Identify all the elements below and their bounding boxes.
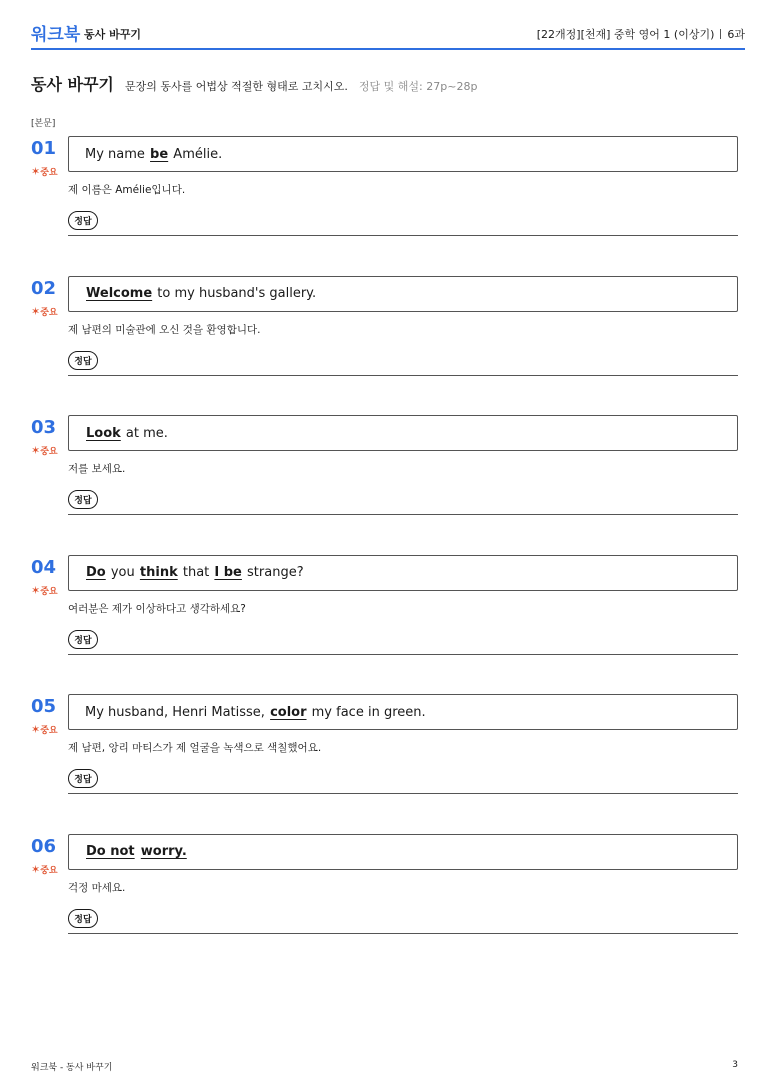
translation-text: 제 남편, 앙리 마티스가 제 얼굴을 녹색으로 색칠했어요. bbox=[68, 742, 322, 754]
question-item bbox=[31, 694, 738, 796]
translation-text: 저를 보세요. bbox=[68, 463, 126, 475]
target-verb: Look bbox=[86, 425, 121, 441]
title-row bbox=[31, 72, 745, 96]
sentence-text bbox=[85, 705, 426, 720]
target-verb: Do not bbox=[86, 844, 135, 859]
target-verb: worry. bbox=[140, 844, 187, 859]
burst-icon: ✶ bbox=[31, 723, 41, 736]
badge-label: 중요 bbox=[40, 726, 58, 736]
sentence-segment: at me. bbox=[121, 425, 168, 441]
book-info bbox=[537, 26, 745, 42]
sentence-segment: that bbox=[178, 565, 214, 580]
answer-button[interactable]: 정답 bbox=[68, 909, 98, 928]
book-title: [22개정][천재] 중학 영어 1 (이상기) bbox=[536, 28, 715, 41]
sentence-segment: my face in green. bbox=[307, 704, 426, 720]
footer-title: 워크북 - 동사 바꾸기 bbox=[31, 1063, 113, 1073]
badge-label: 중요 bbox=[40, 586, 58, 597]
question-item bbox=[31, 415, 738, 517]
translation-text: 제 남편의 미술관에 오신 것을 환영합니다. bbox=[68, 323, 261, 336]
translation-text: 여러분은 제가 이상하다고 생각하세요? bbox=[68, 602, 246, 615]
badge-label: 중요 bbox=[40, 168, 58, 178]
answer-reference: 정답 및 해설: 27p~28p bbox=[358, 80, 478, 93]
sentence-segment: Amélie. bbox=[169, 146, 223, 162]
sentence-text bbox=[85, 426, 168, 441]
page-title: 동사 바꾸기 bbox=[31, 75, 114, 94]
header-divider bbox=[720, 29, 721, 39]
target-verb: be bbox=[150, 146, 169, 162]
answer-line bbox=[68, 933, 738, 934]
burst-icon: ✶ bbox=[31, 165, 41, 178]
important-badge bbox=[31, 584, 58, 597]
answer-line bbox=[68, 235, 738, 236]
question-number: 03 bbox=[31, 417, 57, 438]
lesson-label: 6과 bbox=[727, 28, 745, 41]
question-item bbox=[31, 136, 738, 238]
question-item bbox=[31, 276, 738, 378]
important-badge bbox=[31, 444, 58, 457]
sentence-segment: strange? bbox=[242, 565, 304, 580]
answer-button[interactable]: 정답 bbox=[68, 351, 98, 370]
answer-line bbox=[68, 793, 738, 794]
important-badge bbox=[31, 863, 58, 876]
question-number: 05 bbox=[31, 696, 57, 717]
question-item bbox=[31, 555, 738, 657]
translation-text: 걱정 마세요. bbox=[68, 881, 126, 894]
target-verb: Do bbox=[86, 565, 106, 580]
burst-icon: ✶ bbox=[31, 862, 41, 876]
sentence-segment: My husband, Henri Matisse, bbox=[85, 704, 270, 720]
question-number: 01 bbox=[31, 138, 57, 159]
instruction-text: 문장의 동사를 어법상 적절한 형태로 고치시오. bbox=[124, 80, 348, 93]
answer-button[interactable]: 정답 bbox=[68, 490, 98, 509]
brand-title: 워크북 bbox=[31, 25, 81, 45]
sentence-text bbox=[85, 286, 316, 301]
important-badge bbox=[31, 305, 58, 318]
sentence-text bbox=[85, 147, 222, 162]
section-label: [본문] bbox=[31, 119, 56, 129]
sentence-box bbox=[68, 415, 738, 451]
sentence-segment bbox=[136, 844, 140, 859]
answer-line bbox=[68, 375, 738, 376]
target-verb: color bbox=[270, 704, 307, 720]
question-number: 04 bbox=[31, 556, 57, 578]
important-badge bbox=[31, 165, 58, 178]
sentence-segment: My name bbox=[85, 146, 150, 162]
badge-label: 중요 bbox=[40, 447, 58, 457]
sentence-text bbox=[85, 844, 188, 859]
answer-line bbox=[68, 654, 738, 655]
question-number: 02 bbox=[31, 277, 57, 299]
sentence-segment: you bbox=[106, 565, 139, 580]
answer-button[interactable]: 정답 bbox=[68, 211, 98, 230]
target-verb: I be bbox=[214, 565, 242, 580]
sentence-box bbox=[68, 694, 738, 730]
answer-button[interactable]: 정답 bbox=[68, 769, 98, 788]
sentence-text bbox=[85, 565, 304, 580]
sentence-box bbox=[68, 555, 738, 591]
sentence-box bbox=[68, 834, 738, 870]
badge-label: 중요 bbox=[40, 865, 58, 876]
target-verb: think bbox=[139, 565, 178, 580]
sentence-segment: to my husband's gallery. bbox=[153, 286, 317, 301]
badge-label: 중요 bbox=[40, 307, 58, 318]
target-verb: Welcome bbox=[86, 286, 153, 301]
sentence-box bbox=[68, 136, 738, 172]
question-item bbox=[31, 834, 738, 936]
burst-icon: ✶ bbox=[31, 304, 41, 318]
question-number: 06 bbox=[31, 835, 57, 857]
important-badge bbox=[31, 723, 58, 736]
answer-line bbox=[68, 514, 738, 515]
translation-text: 제 이름은 Amélie입니다. bbox=[68, 184, 186, 196]
page-number: 3 bbox=[732, 1060, 738, 1070]
answer-button[interactable]: 정답 bbox=[68, 630, 98, 649]
brand-subtitle: 동사 바꾸기 bbox=[84, 28, 141, 41]
sentence-box bbox=[68, 276, 738, 312]
page-header bbox=[31, 18, 745, 50]
burst-icon: ✶ bbox=[31, 444, 41, 457]
burst-icon: ✶ bbox=[31, 583, 41, 597]
